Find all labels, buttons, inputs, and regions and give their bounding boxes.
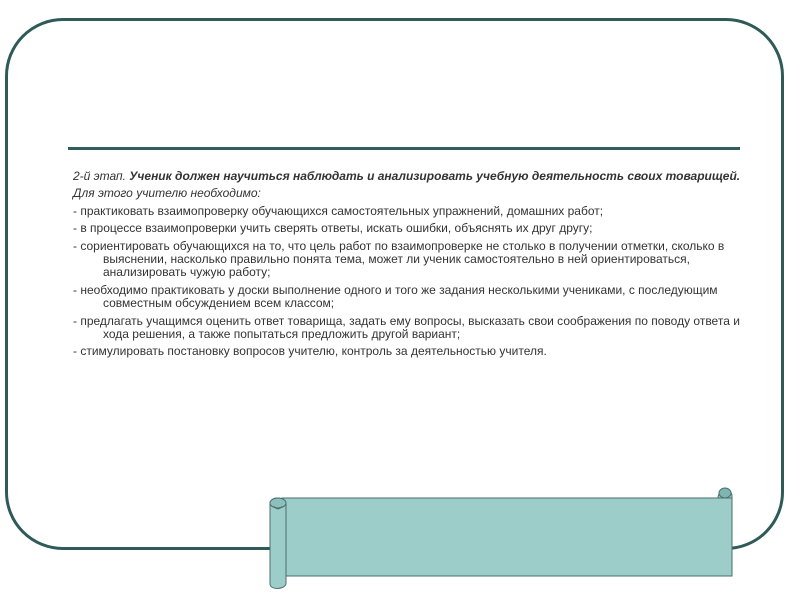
list-item: - практиковать взаимопроверку обучающихся самостоятельных упражнений, домашних работ; [73,203,604,218]
scroll-curl-left [270,498,286,589]
list-item: - в процессе взаимопроверки учить сверять ответы, искать ошибки, объяснять их друг другу; [73,221,593,236]
slide-content [73,170,741,359]
scroll-body [282,498,732,576]
list-item: - стимулировать постановку вопросов учителю, контроль за деятельностью учителя. [73,344,547,359]
title-divider [68,147,740,150]
stage-label: 2-й этап. [73,169,126,183]
stage-text: Ученик должен научиться наблюдать и анализировать учебную деятельность своих товарищей. [129,169,741,183]
stage-heading [73,170,741,183]
list-item: - необходимо практиковать у доски выполнение одного и того же задания несколькими учениками, с последующим совместным обсуждением всем классом; [73,282,718,311]
list-item: - сориентировать обучающихся на то, что цель работ по взаимопроверке не столько в получении отметки, сколько в выяснении, насколько правильно понята тема, может ли ученик самостоятельно в ней ориентироваться, анализировать чужую работу; [73,238,725,280]
list-item: - предлагать учащимся оценить ответ товарища, задать ему вопросы, высказать свои соображения по поводу ответа и хода решения, а также попытаться предложить другой вариант; [73,313,740,342]
intro-text: Для этого учителю необходимо: [73,186,261,201]
scroll-banner-icon [266,486,740,590]
